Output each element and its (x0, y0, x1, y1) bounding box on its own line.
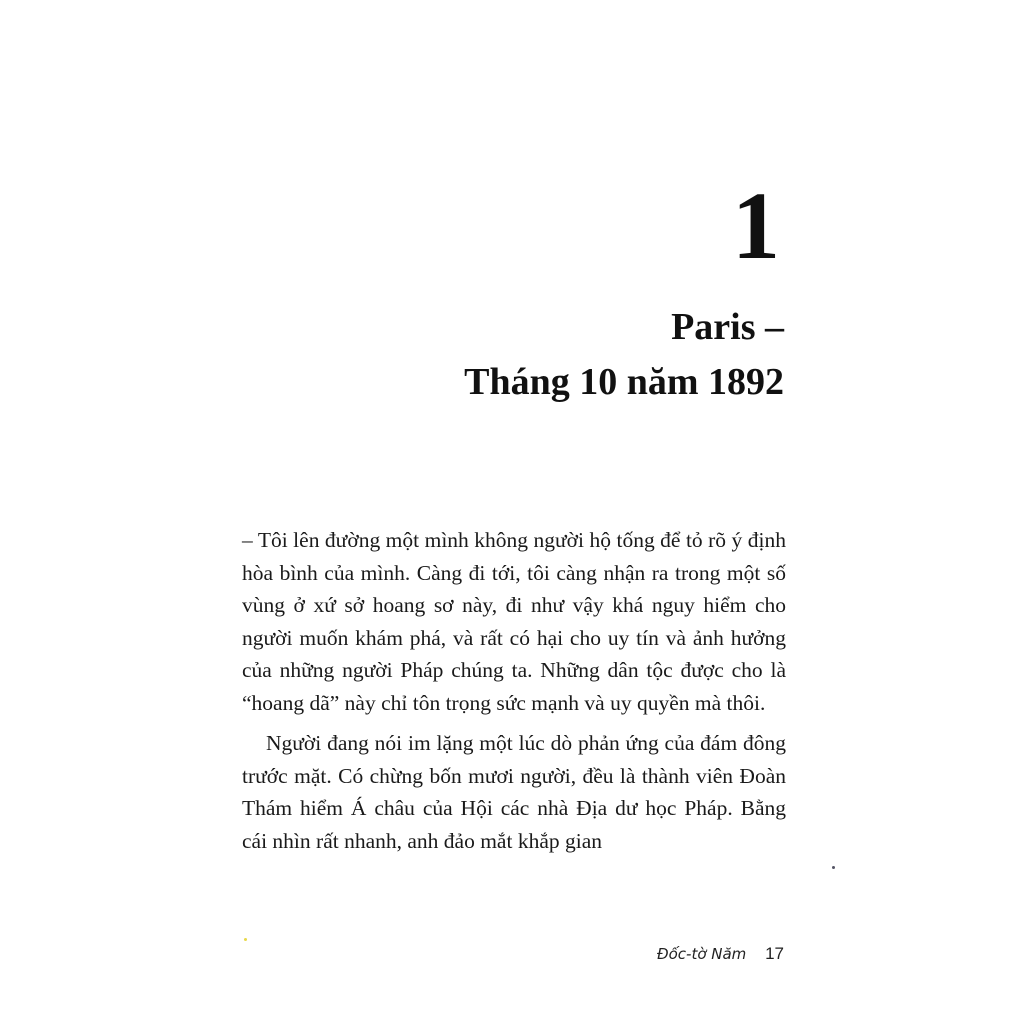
dark-speck-right (832, 866, 835, 869)
paragraph-1: – Tôi lên đường một mình không người hộ tống để tỏ rõ ý định hòa bình của mình. Càng đi tới, tôi càng nhận ra trong một số vùng ở xứ sở hoang sơ này, đi như vậy khá nguy hiểm cho người muốn khám phá, và rất có hại cho uy tín và ảnh hưởng của những người Pháp chúng ta. Những dân tộc được cho là “hoang dã” này chỉ tôn trọng sức mạnh và uy quyền mà thôi. (242, 528, 786, 715)
body-text (242, 524, 786, 865)
chapter-title (464, 300, 784, 410)
page-number: 17 (765, 944, 784, 963)
chapter-title-line-1: Paris – (671, 306, 784, 348)
chapter-title-line-2: Tháng 10 năm 1892 (464, 361, 784, 403)
yellow-speck-left (244, 938, 247, 941)
chapter-number: 1 (732, 172, 780, 279)
running-title: Đốc-tờ Năm (656, 945, 747, 963)
page-footer (657, 944, 784, 964)
paragraph-2: Người đang nói im lặng một lúc dò phản ứng của đám đông trước mặt. Có chừng bốn mươi người, đều là thành viên Đoàn Thám hiểm Á châu của Hội các nhà Địa dư học Pháp. Bằng cái nhìn rất nhanh, anh đảo mắt khắp gian (242, 731, 786, 853)
